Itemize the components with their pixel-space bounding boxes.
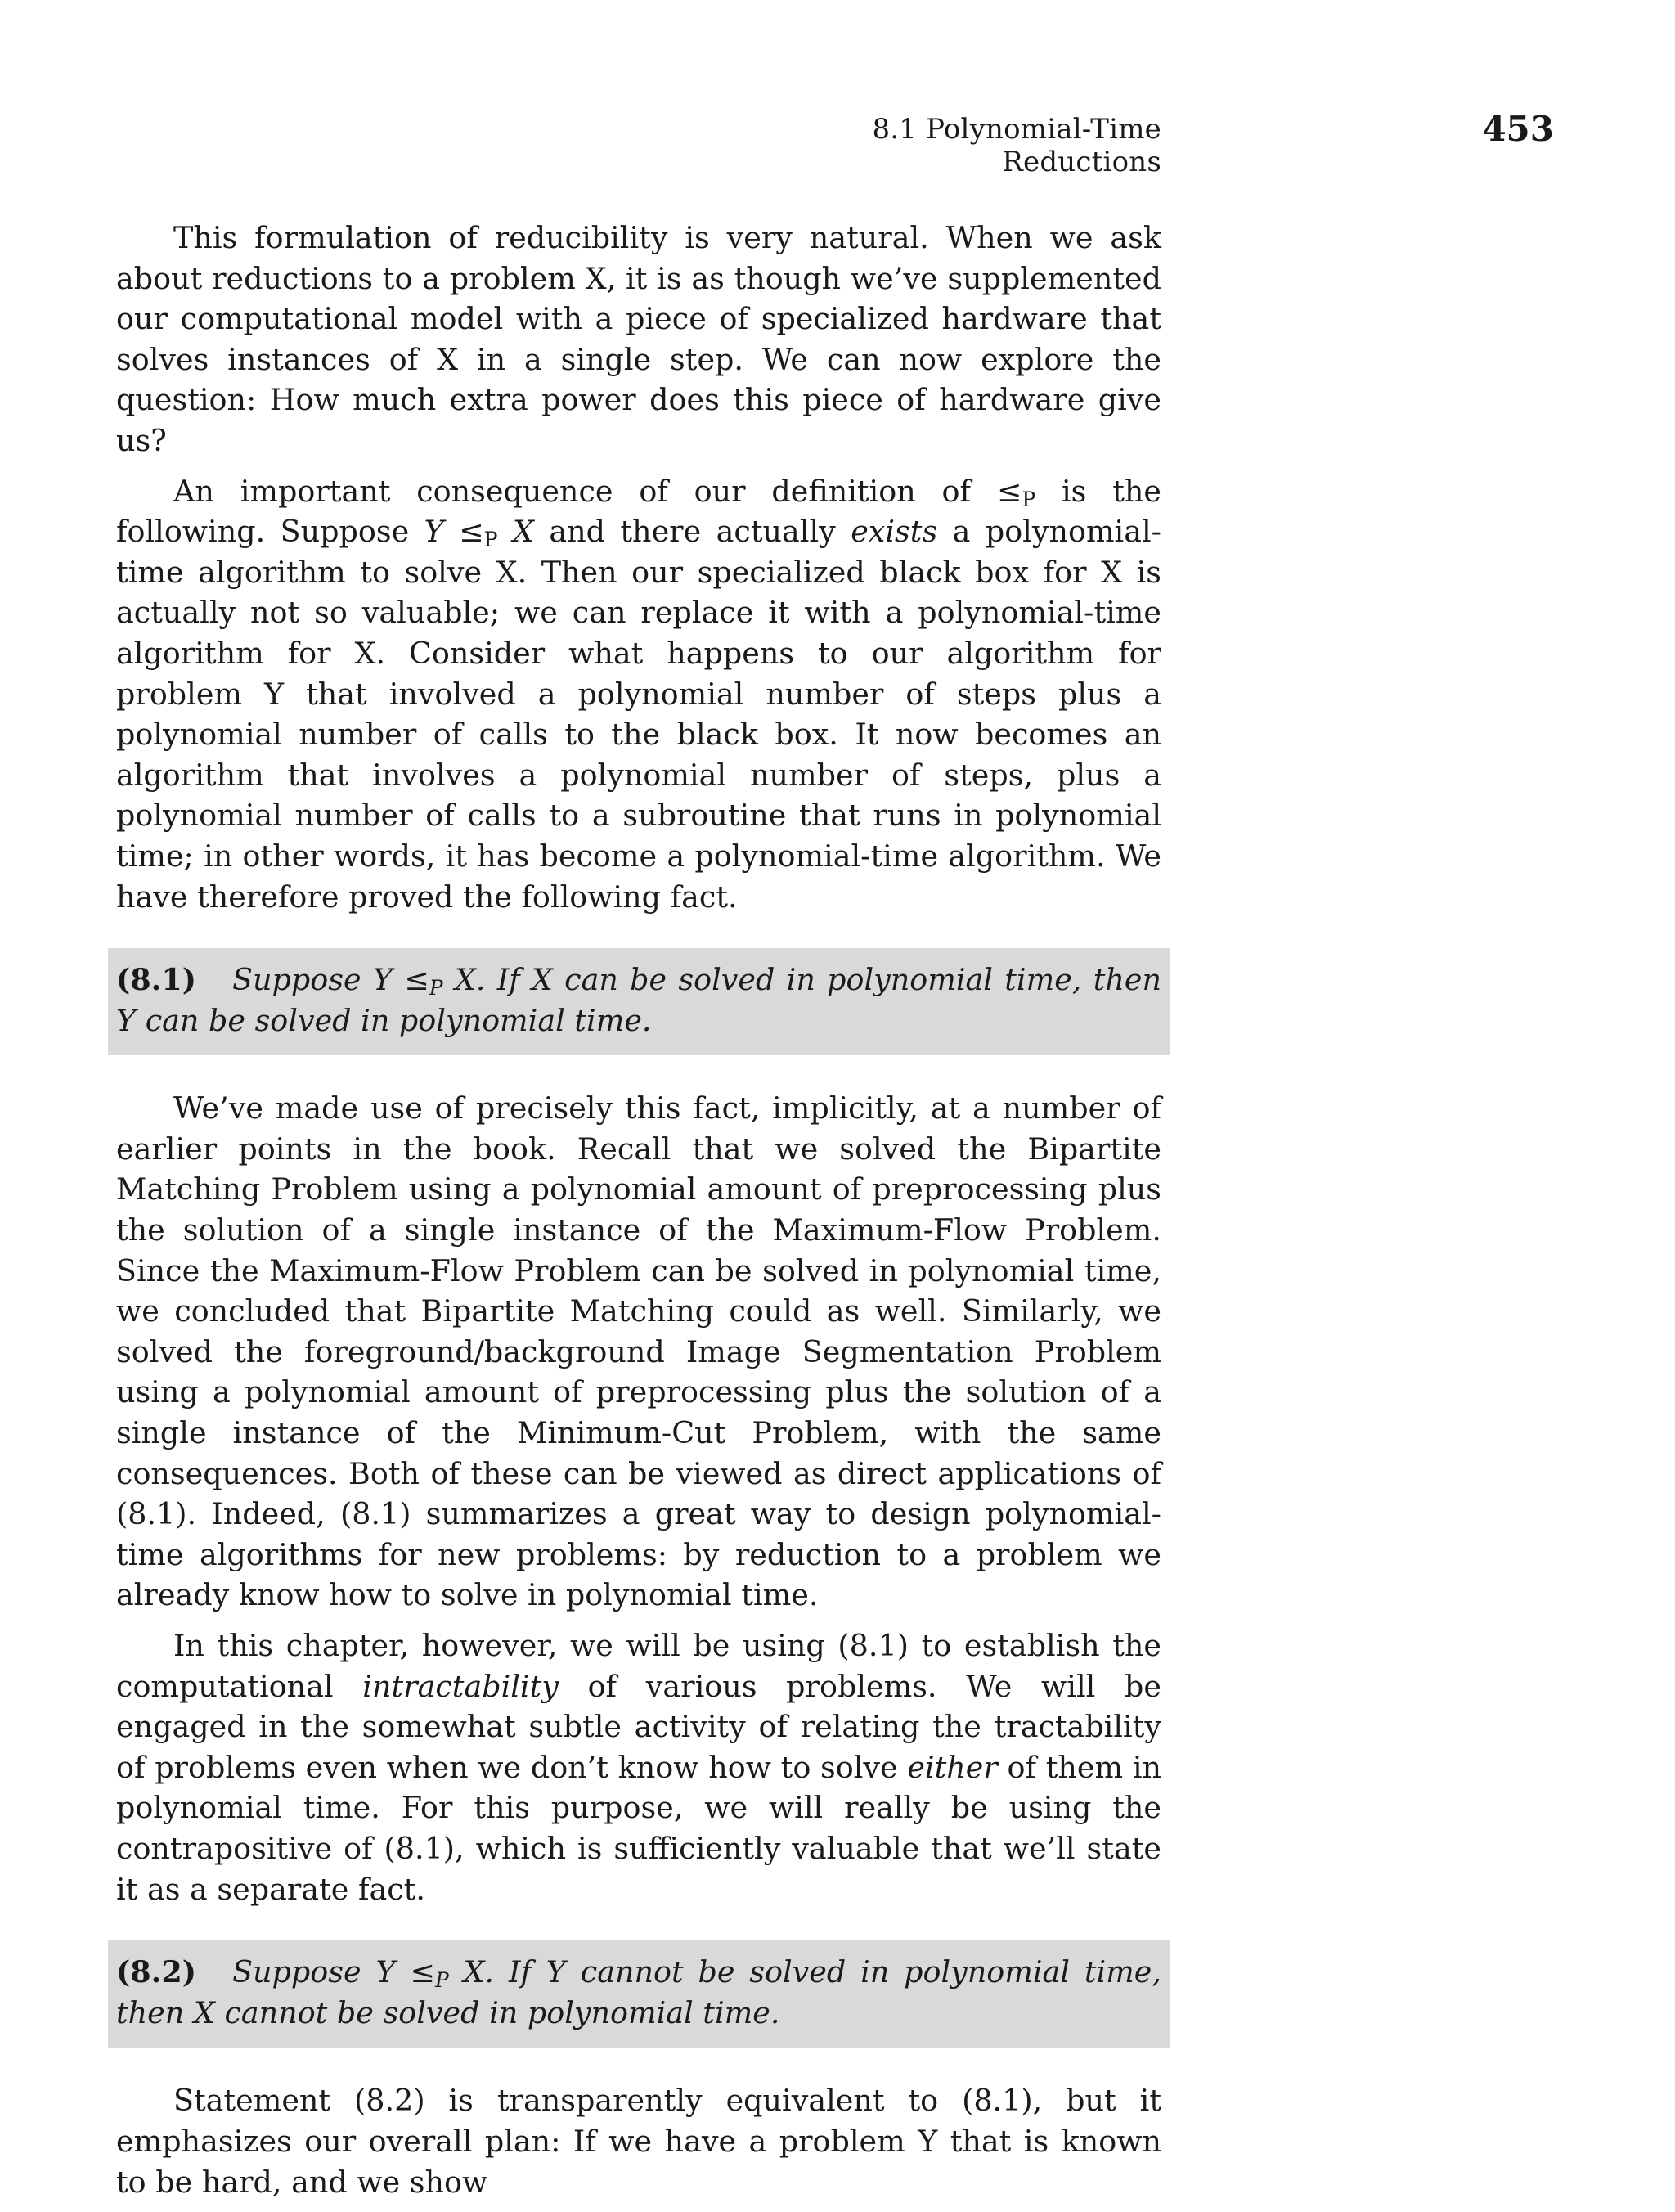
running-head: 8.1 Polynomial-Time Reductions [872, 113, 1161, 178]
p2-var-y: Y [424, 514, 444, 550]
p4-text-a: In this chapter, however, we will be using (8.1) to establish the computational [116, 1628, 1161, 1704]
p4-emphasis-either: either [907, 1749, 998, 1785]
theorem-8-2-text-a: Suppose Y ≤ [232, 1954, 435, 1990]
paragraph-1: This formulation of reducibility is very natural. When we ask about reductions to a problem X, it is as though we’ve supplemented our computational model with a piece of specialized hardware that solves instances of X in a single step. We can now explore the question: How much extra power does this piece of hardware give us? [116, 220, 1161, 458]
p2-subscript-1: P [1022, 487, 1036, 511]
p2-var-x: X [497, 514, 534, 550]
page-number: 453 [1482, 109, 1554, 149]
p2-text-c: ≤ [443, 514, 484, 550]
p2-text-e: a polynomial-time algorithm to solve X. Then our specialized black box for X is actually not so valuable; we can replace it with a polynomial-time algorithm for X. Consider what happens to our algorithm for problem Y that involved a polynomial number of steps plus a polynomial number of calls to the black box. It now becomes an algorithm that involves a polynomial number of steps, plus a polynomial number of calls to a subroutine that runs in polynomial time; in other words, it has become a polynomial-time algorithm. We have therefore proved the following fact. [116, 514, 1162, 915]
theorem-8-2-subscript: P [435, 1968, 449, 1993]
theorem-8-2 [108, 1940, 1170, 2048]
theorem-8-1 [108, 948, 1170, 1055]
p2-emphasis-exists: exists [851, 514, 938, 550]
paragraph-4 [116, 1625, 1161, 1909]
main-text [116, 218, 1161, 2212]
theorem-8-1-subscript: P [429, 976, 443, 1000]
p4-emphasis-intractability: intractability [362, 1668, 559, 1704]
theorem-8-1-text-a: Suppose Y ≤ [232, 962, 429, 998]
paragraph-2 [116, 471, 1161, 918]
paragraph-5: Statement (8.2) is transparently equivalent to (8.1), but it emphasizes our overall plan: If we have a problem Y that is known to be hard, and we show [116, 2083, 1161, 2200]
theorem-8-1-text-b: X. If X can be solved in polynomial time, then Y can be solved in polynomial time. [116, 962, 1161, 1038]
p4-text-c: of them in polynomial time. For this purpose, we will really be using the contrapositive of (8.1), which is sufficiently valuable that we’ll state it as a separate fact. [116, 1749, 1162, 1907]
p2-text-a: An important consequence of our definition of ≤ [173, 473, 1022, 509]
p2-text-d: and there actually [533, 514, 851, 550]
paragraph-3: We’ve made use of precisely this fact, implicitly, at a number of earlier points in the book. Recall that we solved the Bipartite Matching Problem using a polynomial amount of preprocessing plus the solution of a single instance of the Maximum-Flow Problem. Since the Maximum-Flow Problem can be solved in polynomial time, we concluded that Bipartite Matching could as well. Similarly, we solved the foreground/background Image Segmentation Problem using a polynomial amount of preprocessing plus the solution of a single instance of the Minimum-Cut Problem, with the same consequences. Both of these can be viewed as direct applications of (8.1). Indeed, (8.1) summarizes a great way to design polynomial-time algorithms for new problems: by reduction to a problem we already know how to solve in polynomial time. [116, 1090, 1161, 1613]
p2-text-b: is the following. Suppose [116, 473, 1161, 550]
theorem-8-1-number: (8.1) [116, 962, 197, 998]
theorem-8-2-text-b: X. If Y cannot be solved in polynomial time, then X cannot be solved in polynomial time. [116, 1954, 1161, 2030]
p4-text-b: of various problems. We will be engaged in the somewhat subtle activity of relating the tractability of problems even when we don’t know how to solve [116, 1668, 1161, 1785]
p2-subscript-2: P [483, 528, 498, 552]
theorem-8-2-number: (8.2) [116, 1954, 197, 1990]
